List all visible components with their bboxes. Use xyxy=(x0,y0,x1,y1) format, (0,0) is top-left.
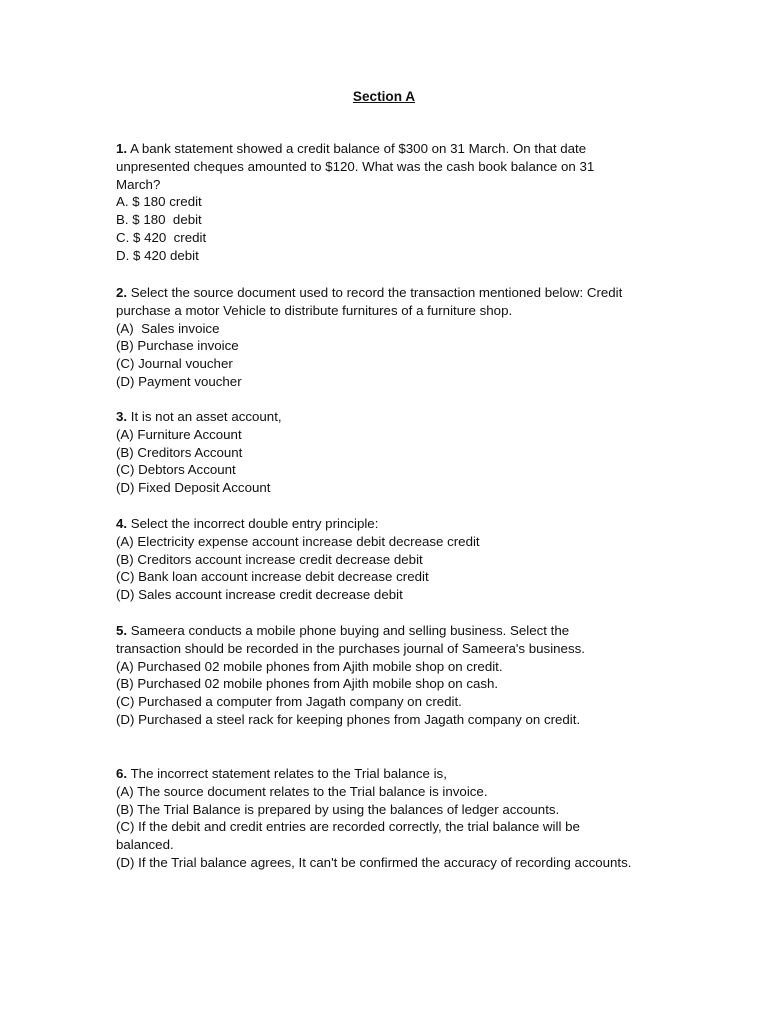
question-stem xyxy=(116,515,636,533)
question-stem xyxy=(116,284,636,320)
option-c: (C) If the debit and credit entries are recorded correctly, the trial balance will be balanced. xyxy=(116,819,580,853)
option-a: (A) Furniture Account xyxy=(116,426,242,442)
option-c: C. $ 420 credit xyxy=(116,229,207,245)
question-number: 2. xyxy=(116,285,128,300)
option-b: (B) Purchased 02 mobile phones from Ajith mobile shop on cash. xyxy=(116,676,499,692)
option-a: (A) Electricity expense account increase debit decrease credit xyxy=(116,533,480,549)
question-number: 1. xyxy=(116,141,128,156)
question-text: Select the source document used to record the transaction mentioned below: Credit purchase a motor Vehicle to distribute furnitures of a furniture shop. xyxy=(116,285,623,318)
question-6 xyxy=(116,765,636,872)
option-a: (A) Purchased 02 mobile phones from Ajith mobile shop on credit. xyxy=(116,658,503,674)
option-d: (D) Purchased a steel rack for keeping phones from Jagath company on credit. xyxy=(116,711,581,727)
option-d: (D) Payment voucher xyxy=(116,373,242,389)
question-number: 4. xyxy=(116,516,128,531)
option-b: (B) Creditors Account xyxy=(116,444,243,460)
question-number: 6. xyxy=(116,766,128,781)
option-d: D. $ 420 debit xyxy=(116,247,199,263)
option-d: (D) Fixed Deposit Account xyxy=(116,480,271,496)
option-list xyxy=(116,658,636,729)
question-number: 5. xyxy=(116,623,128,638)
option-c: (C) Journal voucher xyxy=(116,356,233,372)
option-c: (C) Purchased a computer from Jagath company on credit. xyxy=(116,694,462,710)
question-stem xyxy=(116,140,636,193)
option-b: (B) Creditors account increase credit decrease debit xyxy=(116,551,423,567)
question-text: It is not an asset account, xyxy=(130,409,282,424)
option-d: (D) Sales account increase credit decrease debit xyxy=(116,587,403,603)
question-stem xyxy=(116,622,636,658)
question-text: A bank statement showed a credit balance of $300 on 31 March. On that date unpresented cheques amounted to $120. What was the cash book balance on 31 March? xyxy=(116,141,595,192)
option-d: (D) If the Trial balance agrees, It can't be confirmed the accuracy of recording accounts. xyxy=(116,854,632,870)
option-a: (A) The source document relates to the Trial balance is invoice. xyxy=(116,783,488,799)
question-stem xyxy=(116,408,636,426)
question-number: 3. xyxy=(116,409,128,424)
question-2 xyxy=(116,284,636,391)
option-a: A. $ 180 credit xyxy=(116,194,202,210)
section-title: Section A xyxy=(352,89,416,104)
question-text: The incorrect statement relates to the Trial balance is, xyxy=(130,766,447,781)
option-b: (B) The Trial Balance is prepared by using the balances of ledger accounts. xyxy=(116,801,560,817)
question-text: Select the incorrect double entry principle: xyxy=(130,516,379,531)
option-a: (A) Sales invoice xyxy=(116,320,220,336)
option-list xyxy=(116,783,636,872)
question-3 xyxy=(116,408,636,497)
option-b: (B) Purchase invoice xyxy=(116,338,239,354)
option-list xyxy=(116,193,636,264)
question-stem xyxy=(116,765,636,783)
question-1 xyxy=(116,140,636,265)
option-c: (C) Debtors Account xyxy=(116,462,236,478)
question-text: Sameera conducts a mobile phone buying and selling business. Select the transaction should be recorded in the purchases journal of Sameera's business. xyxy=(116,623,585,656)
option-c: (C) Bank loan account increase debit decrease credit xyxy=(116,569,429,585)
question-5 xyxy=(116,622,636,729)
option-list xyxy=(116,320,636,391)
option-b: B. $ 180 debit xyxy=(116,212,202,228)
question-4 xyxy=(116,515,636,604)
option-list xyxy=(116,426,636,497)
option-list xyxy=(116,533,636,604)
